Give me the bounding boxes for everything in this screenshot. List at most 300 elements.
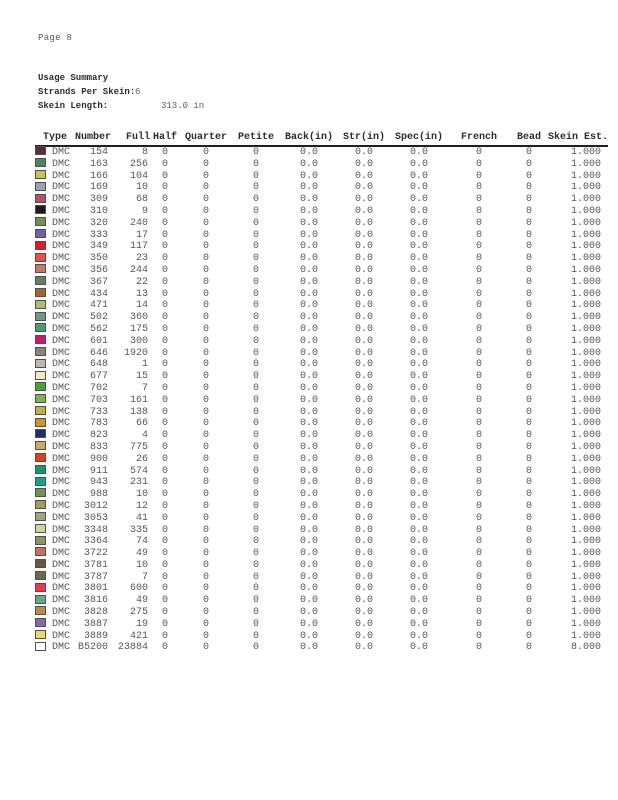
cell-french: 0 (476, 253, 483, 265)
cell-bead: 0 (526, 430, 533, 442)
cell-half: 0 (162, 253, 169, 265)
cell-spec_in: 0.0 (410, 465, 429, 477)
cell-back_in: 0.0 (300, 571, 319, 583)
cell-back_in: 0.0 (300, 158, 319, 170)
cell-number: B5200 (78, 642, 109, 654)
cell-swatch (35, 583, 52, 595)
cell-half: 0 (162, 642, 169, 654)
cell-full: 22 (136, 276, 149, 288)
color-swatch (35, 371, 46, 380)
color-swatch (35, 606, 46, 615)
cell-str_in: 0.0 (355, 441, 374, 453)
cell-quarter: 0 (203, 276, 210, 288)
page-number: Page 8 (38, 33, 73, 43)
cell-full: 775 (130, 441, 149, 453)
table-row (35, 631, 608, 643)
color-swatch (35, 146, 46, 155)
cell-swatch (35, 548, 52, 560)
cell-full: 49 (136, 595, 149, 607)
table-row (35, 312, 608, 324)
cell-str_in: 0.0 (355, 229, 374, 241)
cell-skein_est: 1.000 (571, 441, 602, 453)
cell-back_in: 0.0 (300, 382, 319, 394)
table-row (35, 171, 608, 183)
cell-french: 0 (476, 630, 483, 642)
cell-full: 68 (136, 194, 149, 206)
cell-spec_in: 0.0 (410, 264, 429, 276)
cell-french: 0 (476, 205, 483, 217)
table-row (35, 300, 608, 312)
color-swatch (35, 158, 46, 167)
table-row (35, 489, 608, 501)
color-swatch (35, 618, 46, 627)
cell-french: 0 (476, 489, 483, 501)
column-header-quarter: Quarter (180, 130, 232, 146)
cell-french: 0 (476, 300, 483, 312)
floss-usage-table (35, 130, 608, 654)
cell-french: 0 (476, 182, 483, 194)
cell-french: 0 (476, 147, 483, 158)
cell-back_in: 0.0 (300, 500, 319, 512)
cell-petite: 0 (253, 524, 260, 536)
cell-skein_est: 1.000 (571, 371, 602, 383)
cell-str_in: 0.0 (355, 359, 374, 371)
cell-spec_in: 0.0 (410, 536, 429, 548)
cell-spec_in: 0.0 (410, 347, 429, 359)
cell-swatch (35, 218, 52, 230)
cell-petite: 0 (253, 300, 260, 312)
cell-bead: 0 (526, 335, 533, 347)
cell-type: DMC (52, 500, 71, 512)
cell-quarter: 0 (203, 430, 210, 442)
cell-full: 7 (142, 382, 149, 394)
cell-swatch (35, 312, 52, 324)
cell-half: 0 (162, 618, 169, 630)
cell-french: 0 (476, 406, 483, 418)
color-swatch (35, 300, 46, 309)
cell-petite: 0 (253, 288, 260, 300)
cell-number: 169 (90, 182, 109, 194)
cell-quarter: 0 (203, 371, 210, 383)
cell-bead: 0 (526, 630, 533, 642)
cell-type: DMC (52, 312, 71, 324)
cell-bead: 0 (526, 453, 533, 465)
cell-petite: 0 (253, 548, 260, 560)
cell-half: 0 (162, 300, 169, 312)
cell-quarter: 0 (203, 194, 210, 206)
cell-number: 3781 (84, 559, 109, 571)
cell-type: DMC (52, 170, 71, 182)
cell-type: DMC (52, 158, 71, 170)
table-row (35, 536, 608, 548)
cell-half: 0 (162, 477, 169, 489)
cell-petite: 0 (253, 158, 260, 170)
table-row (35, 548, 608, 560)
cell-half: 0 (162, 371, 169, 383)
cell-swatch (35, 324, 52, 336)
table-row (35, 642, 608, 654)
cell-half: 0 (162, 241, 169, 253)
cell-bead: 0 (526, 536, 533, 548)
cell-skein_est: 1.000 (571, 618, 602, 630)
table-row (35, 324, 608, 336)
cell-bead: 0 (526, 571, 533, 583)
cell-full: 17 (136, 229, 149, 241)
column-header-bead: Bead (510, 130, 548, 146)
cell-back_in: 0.0 (300, 430, 319, 442)
cell-bead: 0 (526, 548, 533, 560)
cell-quarter: 0 (203, 253, 210, 265)
cell-swatch (35, 407, 52, 419)
color-swatch (35, 465, 46, 474)
cell-back_in: 0.0 (300, 335, 319, 347)
color-swatch (35, 182, 46, 191)
cell-type: DMC (52, 276, 71, 288)
cell-french: 0 (476, 323, 483, 335)
cell-half: 0 (162, 170, 169, 182)
cell-full: 8 (142, 147, 149, 158)
cell-petite: 0 (253, 276, 260, 288)
cell-back_in: 0.0 (300, 194, 319, 206)
cell-str_in: 0.0 (355, 453, 374, 465)
cell-petite: 0 (253, 229, 260, 241)
cell-petite: 0 (253, 182, 260, 194)
cell-skein_est: 1.000 (571, 524, 602, 536)
column-header-number: Number (75, 130, 111, 146)
cell-full: 138 (130, 406, 149, 418)
table-row (35, 253, 608, 265)
cell-number: 988 (90, 489, 109, 501)
cell-quarter: 0 (203, 441, 210, 453)
cell-petite: 0 (253, 347, 260, 359)
cell-number: 3801 (84, 583, 109, 595)
cell-str_in: 0.0 (355, 182, 374, 194)
cell-number: 320 (90, 217, 109, 229)
table-row (35, 525, 608, 537)
cell-type: DMC (52, 618, 71, 630)
cell-quarter: 0 (203, 182, 210, 194)
cell-half: 0 (162, 548, 169, 560)
cell-french: 0 (476, 158, 483, 170)
cell-quarter: 0 (203, 335, 210, 347)
table-row (35, 418, 608, 430)
cell-back_in: 0.0 (300, 217, 319, 229)
cell-full: 7 (142, 571, 149, 583)
color-swatch (35, 241, 46, 250)
cell-bead: 0 (526, 618, 533, 630)
table-row (35, 442, 608, 454)
cell-skein_est: 1.000 (571, 418, 602, 430)
color-swatch (35, 406, 46, 415)
cell-type: DMC (52, 229, 71, 241)
cell-skein_est: 1.000 (571, 194, 602, 206)
cell-half: 0 (162, 264, 169, 276)
cell-full: 14 (136, 300, 149, 312)
cell-half: 0 (162, 430, 169, 442)
cell-quarter: 0 (203, 595, 210, 607)
cell-back_in: 0.0 (300, 441, 319, 453)
cell-swatch (35, 536, 52, 548)
cell-petite: 0 (253, 264, 260, 276)
cell-half: 0 (162, 607, 169, 619)
cell-number: 367 (90, 276, 109, 288)
cell-str_in: 0.0 (355, 559, 374, 571)
usage-table-header (35, 130, 608, 146)
cell-full: 13 (136, 288, 149, 300)
cell-skein_est: 1.000 (571, 300, 602, 312)
cell-spec_in: 0.0 (410, 382, 429, 394)
cell-swatch (35, 230, 52, 242)
cell-french: 0 (476, 229, 483, 241)
cell-quarter: 0 (203, 359, 210, 371)
cell-type: DMC (52, 264, 71, 276)
table-row (35, 513, 608, 525)
cell-quarter: 0 (203, 205, 210, 217)
cell-swatch (35, 159, 52, 171)
cell-full: 15 (136, 371, 149, 383)
cell-number: 783 (90, 418, 109, 430)
cell-bead: 0 (526, 182, 533, 194)
cell-petite: 0 (253, 205, 260, 217)
table-row (35, 454, 608, 466)
cell-back_in: 0.0 (300, 205, 319, 217)
cell-type: DMC (52, 418, 71, 430)
cell-spec_in: 0.0 (410, 406, 429, 418)
cell-spec_in: 0.0 (410, 607, 429, 619)
cell-number: 3348 (84, 524, 109, 536)
cell-swatch (35, 194, 52, 206)
cell-full: 23884 (118, 642, 149, 654)
color-swatch (35, 441, 46, 450)
cell-type: DMC (52, 241, 71, 253)
cell-bead: 0 (526, 158, 533, 170)
table-row (35, 477, 608, 489)
cell-type: DMC (52, 323, 71, 335)
cell-back_in: 0.0 (300, 418, 319, 430)
cell-full: 600 (130, 583, 149, 595)
cell-petite: 0 (253, 241, 260, 253)
cell-spec_in: 0.0 (410, 642, 429, 654)
color-swatch (35, 500, 46, 509)
cell-swatch (35, 253, 52, 265)
cell-quarter: 0 (203, 418, 210, 430)
cell-spec_in: 0.0 (410, 312, 429, 324)
cell-petite: 0 (253, 607, 260, 619)
cell-str_in: 0.0 (355, 205, 374, 217)
cell-spec_in: 0.0 (410, 595, 429, 607)
cell-full: 49 (136, 548, 149, 560)
cell-str_in: 0.0 (355, 347, 374, 359)
cell-quarter: 0 (203, 158, 210, 170)
cell-french: 0 (476, 288, 483, 300)
cell-half: 0 (162, 205, 169, 217)
cell-petite: 0 (253, 642, 260, 654)
usage-summary-block (38, 71, 204, 113)
cell-french: 0 (476, 642, 483, 654)
cell-half: 0 (162, 559, 169, 571)
cell-skein_est: 1.000 (571, 158, 602, 170)
table-row (35, 182, 608, 194)
cell-number: 3887 (84, 618, 109, 630)
cell-number: 163 (90, 158, 109, 170)
table-row (35, 265, 608, 277)
cell-quarter: 0 (203, 465, 210, 477)
header-row (35, 130, 608, 146)
skein-length-label: Skein Length: (38, 101, 109, 111)
cell-swatch (35, 383, 52, 395)
cell-swatch (35, 206, 52, 218)
cell-bead: 0 (526, 288, 533, 300)
cell-full: 117 (130, 241, 149, 253)
cell-number: 703 (90, 394, 109, 406)
cell-spec_in: 0.0 (410, 205, 429, 217)
cell-str_in: 0.0 (355, 465, 374, 477)
column-header-str_in: Str(in) (338, 130, 390, 146)
cell-skein_est: 1.000 (571, 312, 602, 324)
cell-bead: 0 (526, 500, 533, 512)
cell-half: 0 (162, 489, 169, 501)
cell-number: 350 (90, 253, 109, 265)
cell-half: 0 (162, 465, 169, 477)
cell-quarter: 0 (203, 170, 210, 182)
cell-quarter: 0 (203, 288, 210, 300)
cell-quarter: 0 (203, 312, 210, 324)
cell-quarter: 0 (203, 147, 210, 158)
cell-spec_in: 0.0 (410, 571, 429, 583)
column-header-skein_est: Skein Est. (548, 130, 608, 146)
cell-skein_est: 1.000 (571, 335, 602, 347)
cell-skein_est: 1.000 (571, 229, 602, 241)
cell-type: DMC (52, 595, 71, 607)
table-row (35, 583, 608, 595)
cell-type: DMC (52, 453, 71, 465)
cell-spec_in: 0.0 (410, 489, 429, 501)
cell-bead: 0 (526, 205, 533, 217)
cell-bead: 0 (526, 595, 533, 607)
cell-back_in: 0.0 (300, 394, 319, 406)
cell-number: 310 (90, 205, 109, 217)
color-swatch (35, 217, 46, 226)
cell-str_in: 0.0 (355, 264, 374, 276)
cell-back_in: 0.0 (300, 323, 319, 335)
cell-str_in: 0.0 (355, 512, 374, 524)
color-swatch (35, 194, 46, 203)
cell-half: 0 (162, 394, 169, 406)
cell-quarter: 0 (203, 500, 210, 512)
strands-per-skein-value: 6 (135, 87, 141, 97)
cell-bead: 0 (526, 512, 533, 524)
cell-half: 0 (162, 595, 169, 607)
cell-bead: 0 (526, 465, 533, 477)
cell-half: 0 (162, 418, 169, 430)
cell-swatch (35, 513, 52, 525)
cell-number: 3722 (84, 548, 109, 560)
cell-bead: 0 (526, 300, 533, 312)
color-swatch (35, 312, 46, 321)
cell-number: 648 (90, 359, 109, 371)
cell-type: DMC (52, 430, 71, 442)
cell-number: 677 (90, 371, 109, 383)
cell-swatch (35, 454, 52, 466)
cell-type: DMC (52, 571, 71, 583)
cell-spec_in: 0.0 (410, 359, 429, 371)
cell-bead: 0 (526, 170, 533, 182)
cell-bead: 0 (526, 371, 533, 383)
cell-back_in: 0.0 (300, 524, 319, 536)
cell-half: 0 (162, 288, 169, 300)
cell-full: 175 (130, 323, 149, 335)
cell-quarter: 0 (203, 453, 210, 465)
cell-petite: 0 (253, 335, 260, 347)
cell-full: 10 (136, 559, 149, 571)
cell-french: 0 (476, 512, 483, 524)
cell-half: 0 (162, 217, 169, 229)
cell-petite: 0 (253, 512, 260, 524)
cell-skein_est: 1.000 (571, 595, 602, 607)
color-swatch (35, 323, 46, 332)
cell-french: 0 (476, 194, 483, 206)
cell-type: DMC (52, 524, 71, 536)
color-swatch (35, 583, 46, 592)
color-swatch (35, 488, 46, 497)
cell-str_in: 0.0 (355, 618, 374, 630)
cell-french: 0 (476, 524, 483, 536)
cell-petite: 0 (253, 618, 260, 630)
cell-spec_in: 0.0 (410, 323, 429, 335)
cell-swatch (35, 171, 52, 183)
cell-str_in: 0.0 (355, 371, 374, 383)
cell-swatch (35, 489, 52, 501)
cell-skein_est: 1.000 (571, 453, 602, 465)
cell-quarter: 0 (203, 382, 210, 394)
cell-swatch (35, 560, 52, 572)
color-swatch (35, 429, 46, 438)
cell-back_in: 0.0 (300, 642, 319, 654)
cell-str_in: 0.0 (355, 477, 374, 489)
cell-bead: 0 (526, 477, 533, 489)
cell-french: 0 (476, 618, 483, 630)
cell-type: DMC (52, 217, 71, 229)
cell-full: 66 (136, 418, 149, 430)
table-row (35, 619, 608, 631)
cell-skein_est: 1.000 (571, 607, 602, 619)
cell-half: 0 (162, 441, 169, 453)
cell-quarter: 0 (203, 571, 210, 583)
table-row (35, 194, 608, 206)
cell-half: 0 (162, 335, 169, 347)
cell-petite: 0 (253, 170, 260, 182)
cell-petite: 0 (253, 217, 260, 229)
cell-type: DMC (52, 382, 71, 394)
cell-str_in: 0.0 (355, 194, 374, 206)
color-swatch (35, 630, 46, 639)
cell-quarter: 0 (203, 548, 210, 560)
cell-petite: 0 (253, 559, 260, 571)
cell-swatch (35, 277, 52, 289)
cell-petite: 0 (253, 371, 260, 383)
color-swatch (35, 264, 46, 273)
cell-skein_est: 1.000 (571, 465, 602, 477)
cell-back_in: 0.0 (300, 453, 319, 465)
cell-type: DMC (52, 347, 71, 359)
cell-spec_in: 0.0 (410, 500, 429, 512)
color-swatch (35, 642, 46, 651)
cell-full: 4 (142, 430, 149, 442)
cell-skein_est: 1.000 (571, 477, 602, 489)
table-row (35, 336, 608, 348)
cell-spec_in: 0.0 (410, 170, 429, 182)
cell-str_in: 0.0 (355, 583, 374, 595)
